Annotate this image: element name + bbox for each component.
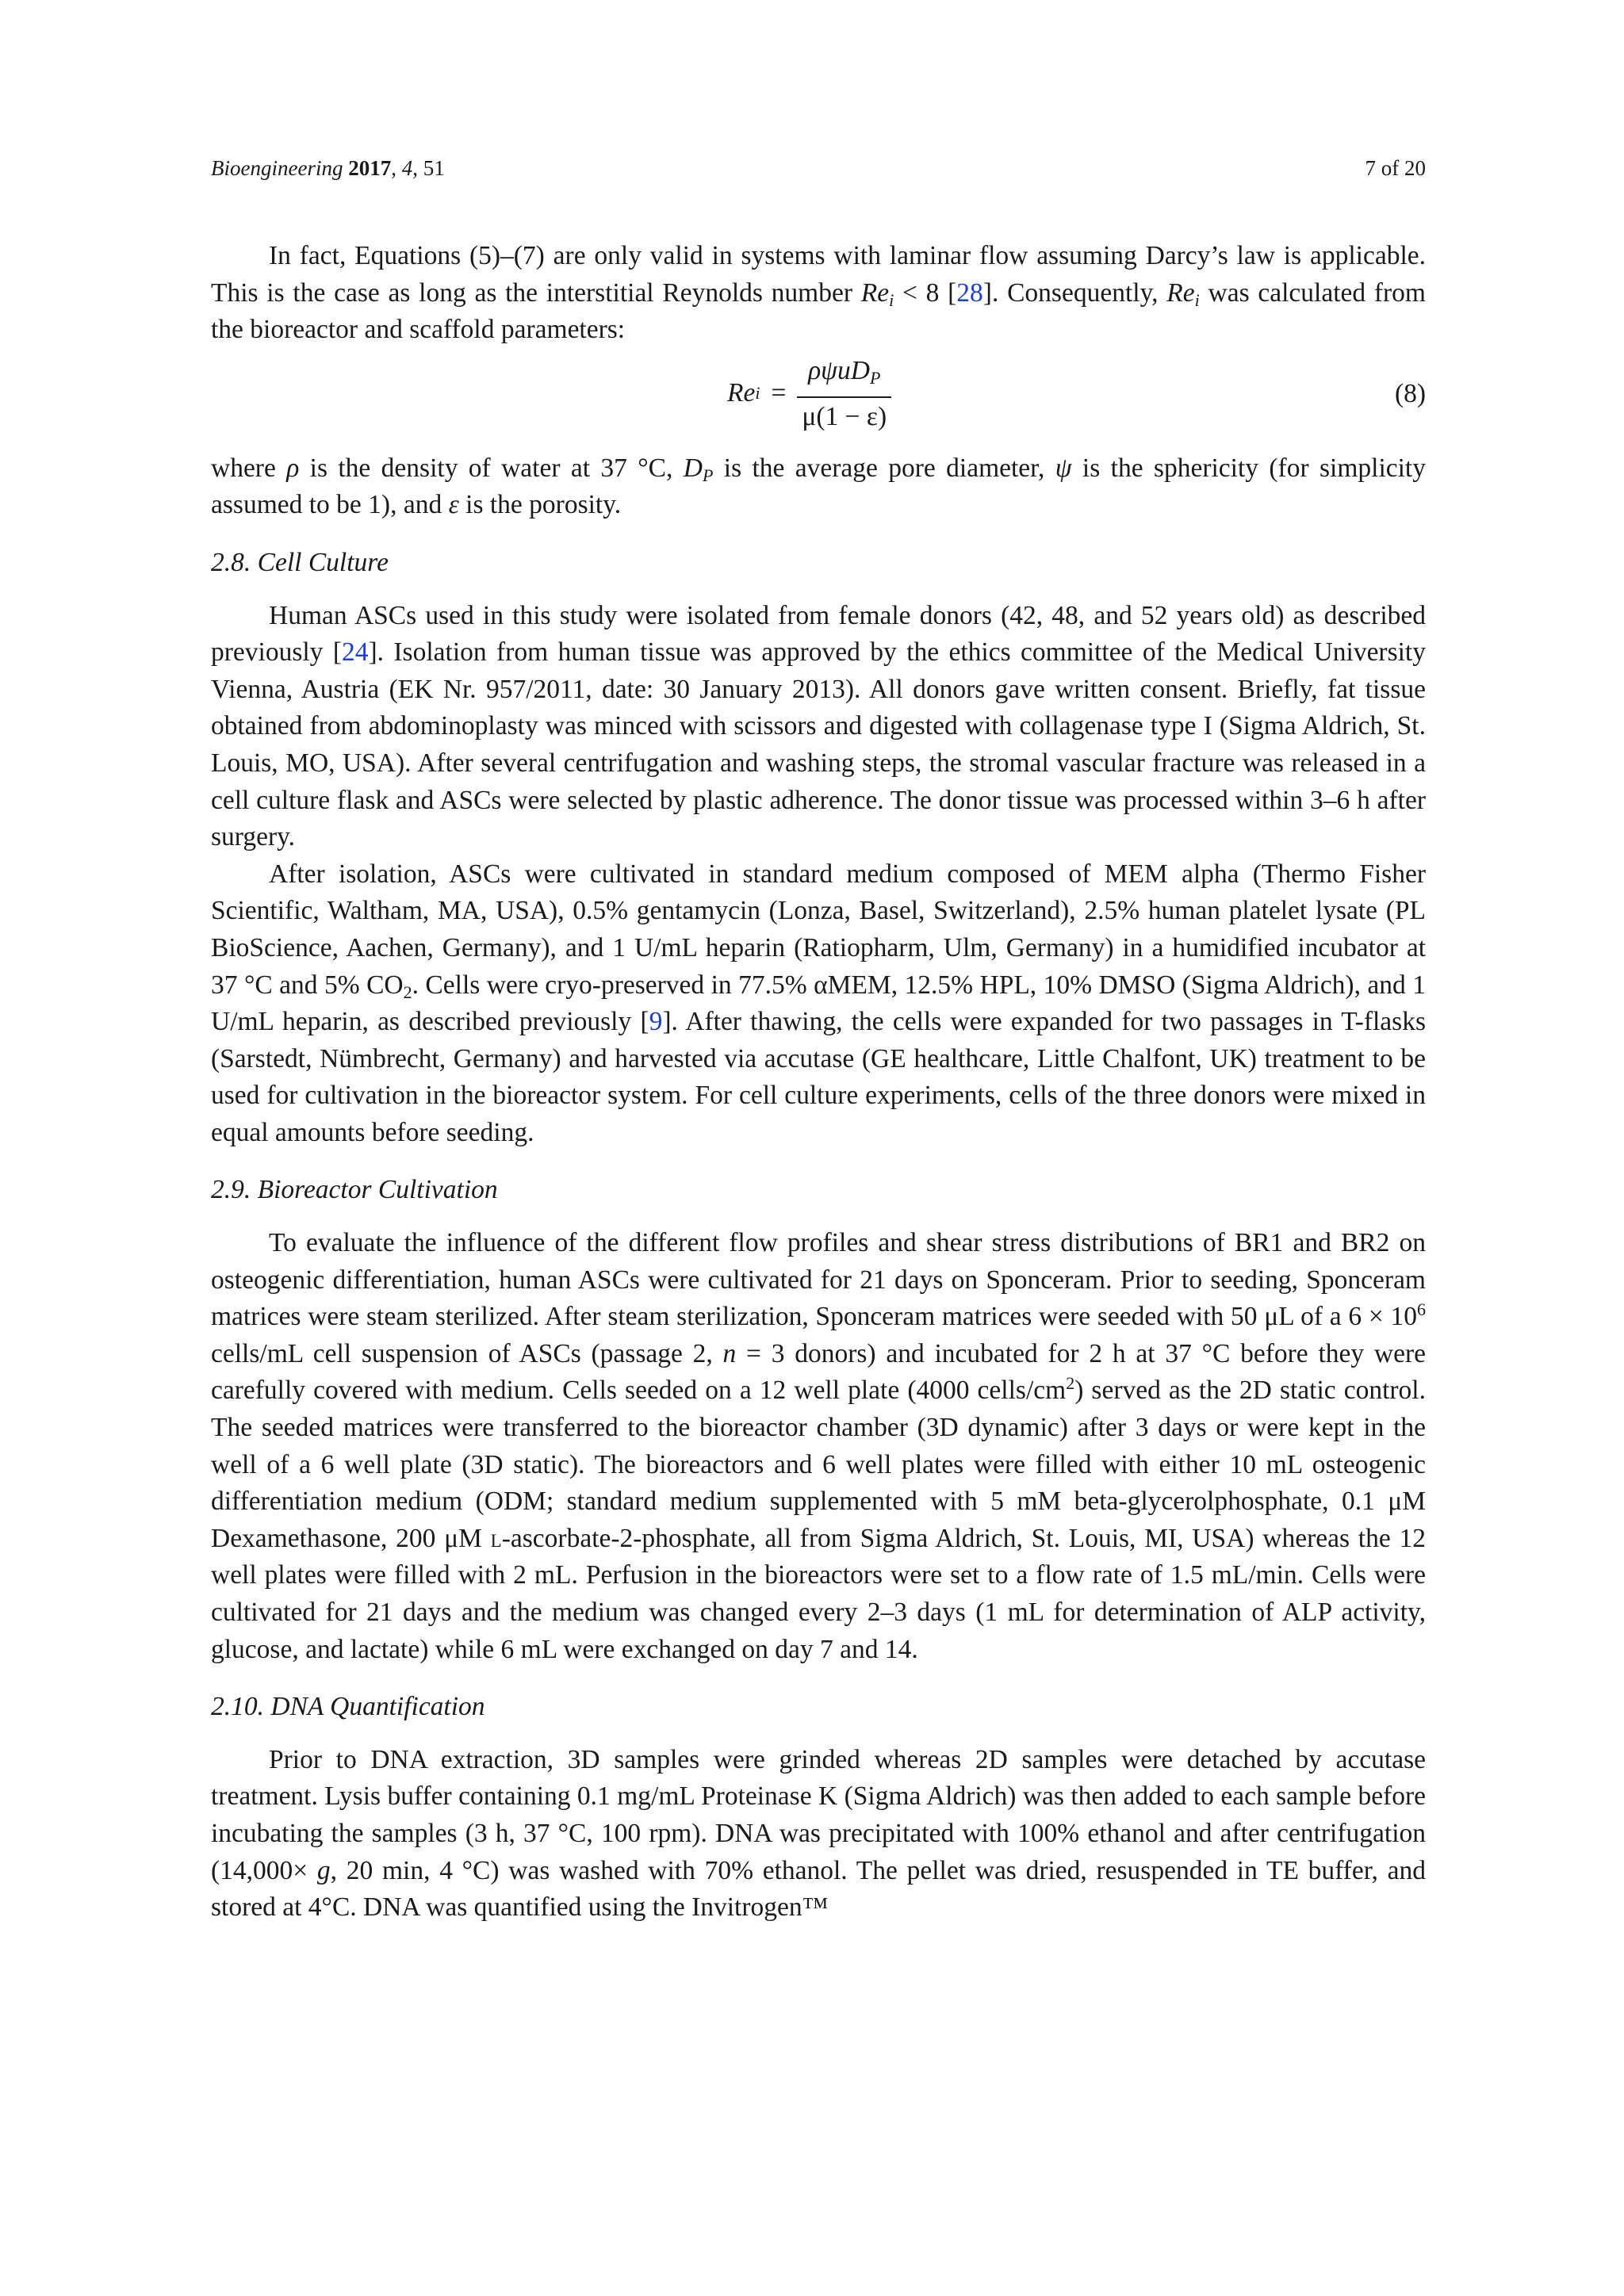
paragraph-bioreactor: To evaluate the influence of the different flow profiles and shear stress distributions of BR1 and BR2 on osteogenic differentiation, human ASCs were cultivated for 21 days on Sponceram. Prior to seeding, Sponceram matrices were steam sterilized. After steam sterilization, Sponceram matrices were seeded with 50 μL of a $6 \times 10^6$ cells/mL cell suspension of ASCs (passage 2, n = 3 donors) and incubated for 2 h at 37 °C before they were carefully covered with medium. Cells seeded on a 12 well plate (4000 cells/$cm^2$) served as the 2D static control. The seeded matrices were transferred to the bioreactor chamber (3D dynamic) after 3 days or were kept in the well of a 6 well plate (3D static). The bioreactors and 6 well plates were filled with either 10 mL osteogenic differentiation medium (ODM; standard medium supplemented with 5 mM beta-glycerolphosphate, 0.1 μM Dexamethasone, 200 μM l-ascorbate-2-phosphate, all from Sigma Aldrich, St. Louis, MI, USA) whereas the 12 well plates were filled with 2 mL. Perfusion in the bioreactors were set to a flow rate of 1.5 mL/min. Cells were cultivated for 21 days and the medium was changed every 2–3 days (1 mL for determination of ALP activity, glucose, and lactate) while 6 mL were exchanged on day 7 and 14. [211,1228,1426,1664]
citation-link[interactable]: 28 [956,277,983,308]
paragraph-equation-definitions: where ρ is the density of water at 37 °C, $D_P$ is the average pore diameter, ψ is the sphericity (for simplicity assumed to be 1), and ε is the porosity. [211,453,1426,520]
journal-volume: 4 [401,156,413,180]
section-heading-cell-culture: 2.8. Cell Culture [211,547,389,577]
citation-link[interactable]: 9 [649,1007,663,1037]
equation-fraction [797,355,891,433]
equation-number: (8) [1394,378,1426,408]
equation-8 [211,352,1426,444]
equation-math: Re i = $\frac{\text{ρψuDP}}{\mu(1 - \varepsilon)}$ [727,355,891,433]
paragraph-reynolds: In fact, Equations (5)–(7) are only valid in systems with laminar flow assuming Darcy’s law is applicable. This is the case as long as the interstitial Reynolds number $Re_i < 8$ [28]. Consequently, $Re_i$ was calculated from the bioreactor and scaffold parameters: [211,241,1426,345]
citation-link[interactable]: 24 [341,637,369,668]
journal-year: 2017 [348,156,392,180]
page-number: 7 of 20 [1365,156,1426,180]
section-heading-dna-quantification: 2.10. DNA Quantification [211,1692,485,1722]
journal-name: Bioengineering [211,156,343,180]
journal-citation: Bioengineering 2017, 4, 51 [211,156,445,180]
paragraph-dna: Prior to DNA extraction, 3D samples were grinded whereas 2D samples were detached by accutase treatment. Lysis buffer containing 0.1 mg/mL Proteinase K (Sigma Aldrich) was then added to each sample before incubating the samples (3 h, 37 °C, 100 rpm). DNA was precipitated with 100% ethanol and after centrifugation (14,000× g, 20 min, 4 °C) was washed with 70% ethanol. The pellet was dried, resuspended in TE buffer, and stored at 4°C. DNA was quantified using the Invitrogen™ [211,1744,1426,1923]
article-number: 51 [423,156,445,180]
article-body [211,238,1426,1927]
section-heading-bioreactor-cultivation: 2.9. Bioreactor Cultivation [211,1175,498,1205]
paragraph-cell-isolation: Human ASCs used in this study were isolated from female donors (42, 48, and 52 years old) as described previously [24]. Isolation from human tissue was approved by the ethics committee of the Medical University Vienna, Austria (EK Nr. 957/2011, date: 30 January 2013). All donors gave written consent. Briefly, fat tissue obtained from abdominoplasty was minced with scissors and digested with collagenase type I (Sigma Aldrich, St. Louis, MO, USA). After several centrifugation and washing steps, the stromal vascular fracture was released in a cell culture flask and ASCs were selected by plastic adherence. The donor tissue was processed within 3–6 h after surgery. [211,600,1426,852]
equation-numerator: ρψuDP [808,355,881,388]
equation-denominator: μ(1 − ε) [802,401,887,431]
paragraph-cell-cultivation: After isolation, ASCs were cultivated in standard medium composed of MEM alpha (Thermo Fisher Scientific, Waltham, MA, USA), 0.5% gentamycin (Lonza, Basel, Switzerland), 2.5% human platelet lysate (PL BioScience, Aachen, Germany), and 1 U/mL heparin (Ratiopharm, Ulm, Germany) in a humidified incubator at 37 °C and 5% $CO_2$. Cells were cryo-preserved in 77.5% αMEM, 12.5% HPL, 10% DMSO (Sigma Aldrich), and 1 U/mL heparin, as described previously [9]. After thawing, the cells were expanded for two passages in T-flasks (Sarstedt, Nümbrecht, Germany) and harvested via accutase (GE healthcare, Little Chalfont, UK) treatment to be used for cultivation in the bioreactor system. For cell culture experiments, cells of the three donors were mixed in equal amounts before seeding. [211,859,1426,1147]
